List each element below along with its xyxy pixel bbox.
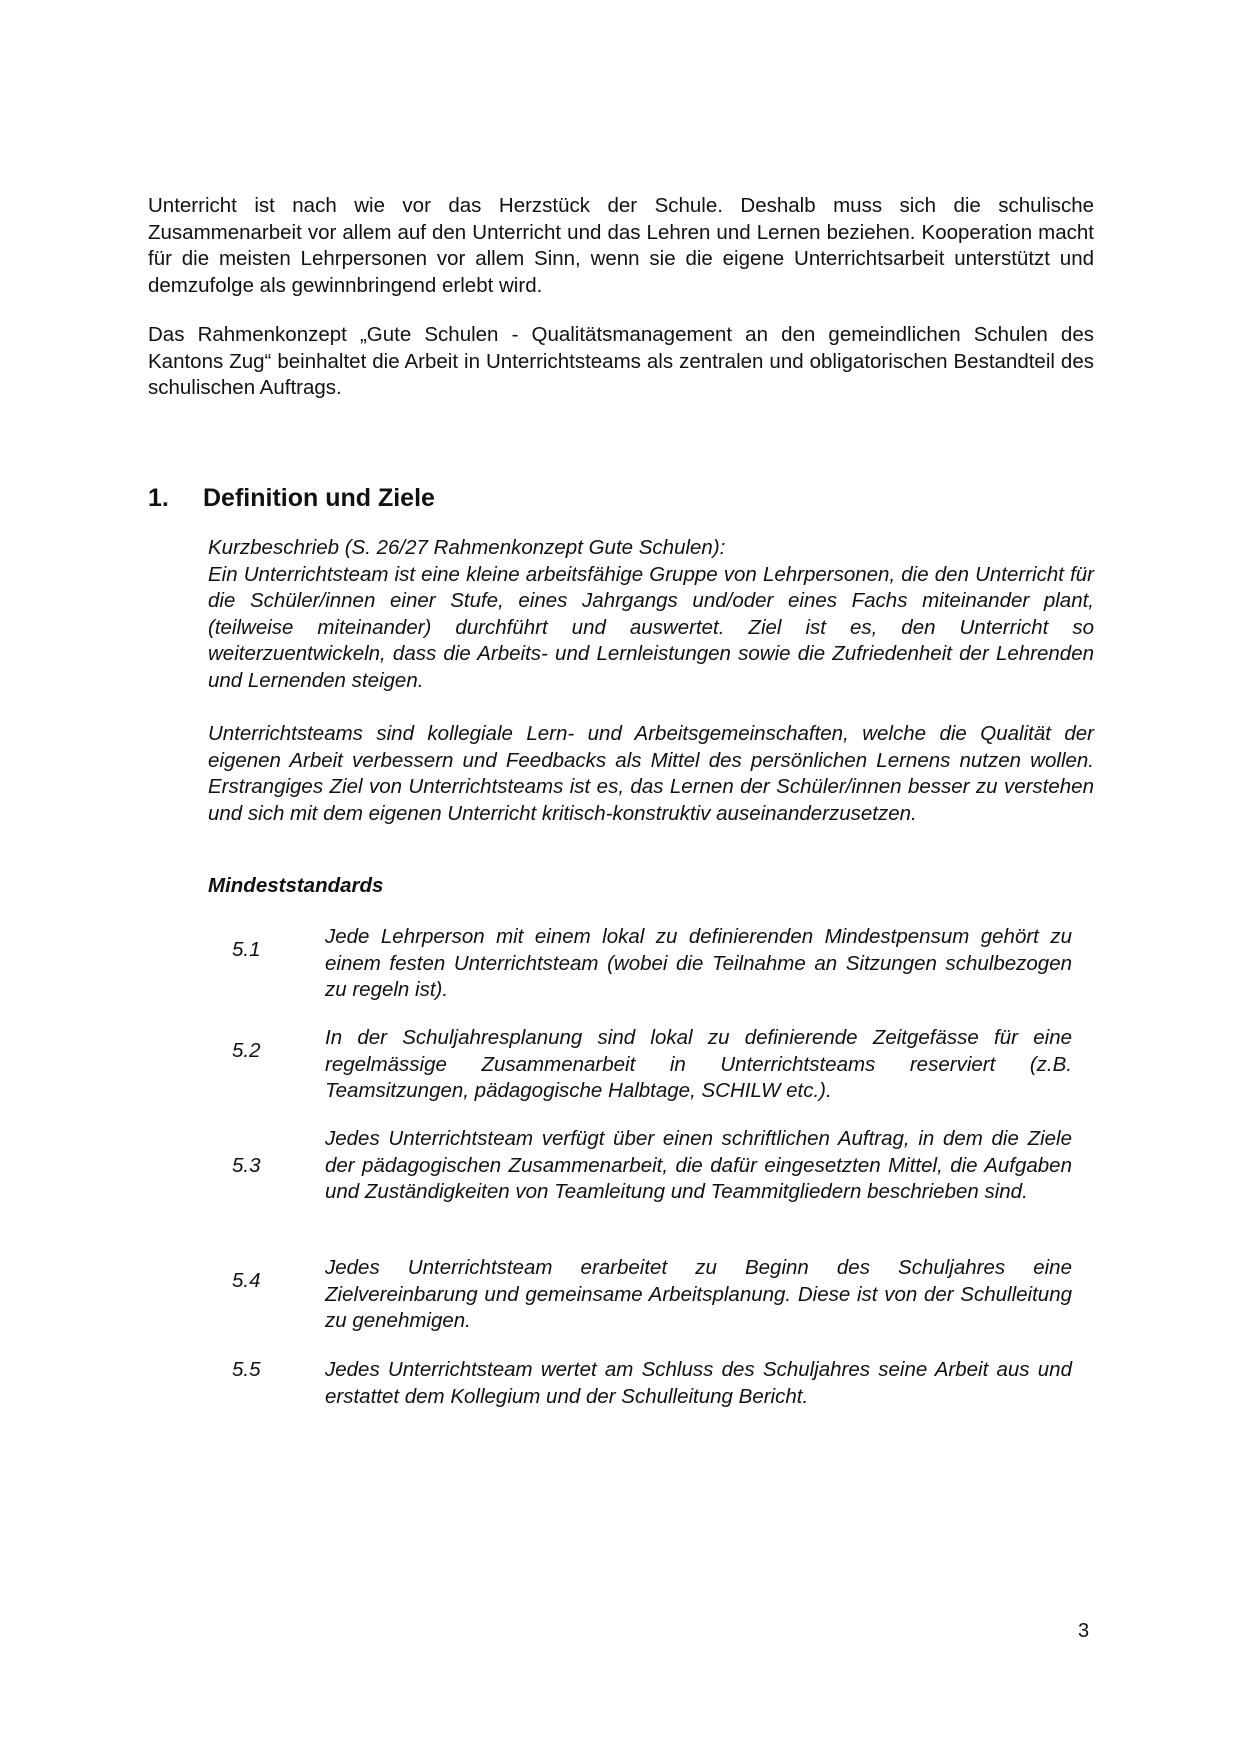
standard-text: Jedes Unterrichtsteam erarbeitet zu Beginn des Schuljahres eine Zielvereinbarung und gemeinsame Arbeitsplanung. Diese ist von der Schulleitung zu genehmigen. <box>325 1256 1072 1333</box>
description-text: Unterrichtsteams sind kollegiale Lern- und Arbeitsgemeinschaften, welche die Qualität der eigenen Arbeit verbessern und Feedbacks als Mittel des persönlichen Lernens nutzen wollen. Erstrangiges Ziel von Unterrichtsteams ist es, das Lernen der Schüler/innen besser zu verstehen und sich mit dem eigenen Unterricht kritisch-konstruktiv auseinanderzusetzen. <box>208 722 1094 825</box>
intro-paragraph-2: Das Rahmenkonzept „Gute Schulen - Qualitätsmanagement an den gemeindlichen Schulen des Kantons Zug“ beinhaltet die Arbeit in Unterrichtsteams als zentralen und obligatorischen Bestandteil des schulischen Auftrags. <box>148 323 1094 400</box>
intro-paragraph-1: Unterricht ist nach wie vor das Herzstück der Schule. Deshalb muss sich die schulische Zusammenarbeit vor allem auf den Unterricht und das Lehren und Lernen beziehen. Kooperation macht für die meisten Lehrpersonen vor allem Sinn, wenn sie die eigene Unterrichtsarbeit unterstützt und demzufolge als gewinnbringend erlebt wird. <box>148 194 1094 297</box>
standards-heading: Mindeststandards <box>208 874 384 897</box>
standard-text: Jedes Unterrichtsteam wertet am Schluss des Schuljahres seine Arbeit aus und erstattet dem Kollegium und der Schulleitung Bericht. <box>325 1358 1072 1408</box>
short-description <box>208 535 1094 695</box>
section-title: Definition und Ziele <box>203 484 435 512</box>
section-number: 1. <box>148 484 169 512</box>
standard-number: 5.3 <box>232 1154 261 1177</box>
standard-text: Jedes Unterrichtsteam verfügt über einen schriftlichen Auftrag, in dem die Ziele der pädagogischen Zusammenarbeit, die dafür eingesetzten Mittel, die Aufgaben und Zuständigkeiten von Teamleitung und Teammitgliedern beschrieben sind. <box>325 1127 1072 1204</box>
standard-text: In der Schuljahresplanung sind lokal zu definierende Zeitgefässe für eine regelmässige Zusammenarbeit in Unterrichtsteams reserviert (z.B. Teamsitzungen, pädagogische Halbtage, SCHILW etc.). <box>325 1026 1072 1103</box>
standard-number: 5.4 <box>232 1269 261 1292</box>
definition-text: Ein Unterrichtsteam ist eine kleine arbeitsfähige Gruppe von Lehrpersonen, die den Unterricht für die Schüler/innen einer Stufe, eines Jahrgangs und/oder eines Fachs miteinander plant, (teilweise miteinander) durchführt und auswertet. Ziel ist es, den Unterricht so weiterzuentwickeln, dass die Arbeits- und Lernleistungen sowie die Zufriedenheit der Lehrenden und Lernenden steigen. <box>208 562 1094 692</box>
standard-number: 5.1 <box>232 938 261 961</box>
standard-text: Jede Lehrperson mit einem lokal zu definierenden Mindestpensum gehört zu einem festen Unterrichtsteam (wobei die Teilnahme an Sitzungen schulbezogen zu regeln ist). <box>325 925 1072 1002</box>
standard-number: 5.2 <box>232 1039 261 1062</box>
source-label: Kurzbeschrieb (S. 26/27 Rahmenkonzept Gute Schulen): <box>208 536 726 559</box>
page-number: 3 <box>1078 1620 1090 1642</box>
standard-number: 5.5 <box>232 1358 261 1381</box>
